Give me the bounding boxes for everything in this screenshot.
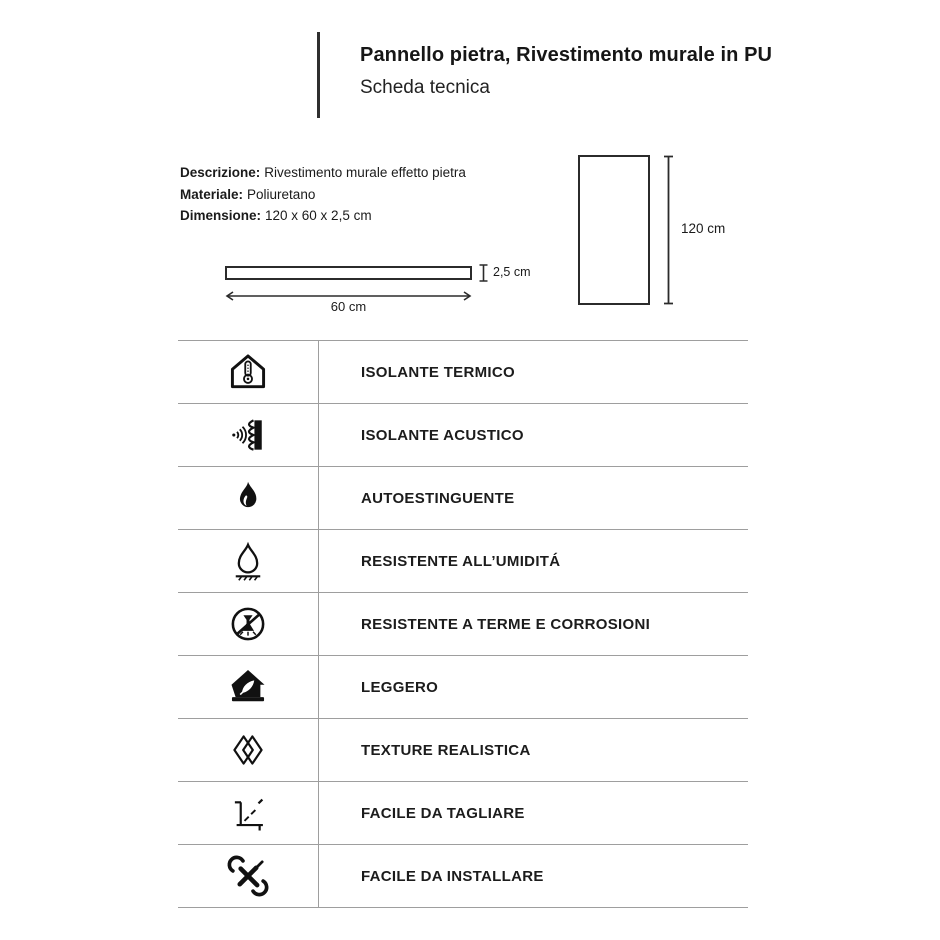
table-row: [178, 719, 748, 782]
page-subtitle: Scheda tecnica: [360, 77, 490, 98]
crop-cut-icon: [227, 791, 269, 835]
feature-label: FACILE DA TAGLIARE: [361, 804, 525, 822]
table-row: [178, 782, 748, 845]
height-label: 120 cm: [681, 221, 726, 236]
tools-icon: [226, 854, 270, 898]
spec-value: Poliuretano: [247, 186, 316, 202]
table-row: [178, 467, 748, 530]
icon-cell: [178, 404, 319, 466]
feature-label: ISOLANTE TERMICO: [361, 363, 515, 381]
feature-label: LEGGERO: [361, 678, 439, 696]
feature-label: TEXTURE REALISTICA: [361, 741, 531, 759]
spec-label: Materiale:: [180, 186, 244, 202]
width-label: 60 cm: [330, 299, 367, 314]
header-divider-line: [317, 32, 320, 118]
flame-icon: [228, 476, 268, 520]
features-table: [178, 340, 748, 908]
spec-value: 120 x 60 x 2,5 cm: [265, 208, 372, 223]
panel-side-view: [225, 266, 472, 280]
spec-line-materiale: [180, 184, 466, 206]
spec-list: [180, 162, 466, 227]
icon-cell: [178, 593, 319, 655]
icon-cell: [178, 719, 319, 781]
icon-cell: [178, 656, 319, 718]
spec-value: Rivestimento murale effetto pietra: [264, 165, 466, 180]
feature-label: RESISTENTE A TERME E CORROSIONI: [361, 615, 651, 633]
height-measure-mark: [662, 155, 675, 305]
spec-line-descrizione: [180, 162, 466, 184]
icon-cell: [178, 530, 319, 592]
house-thermometer-icon: [226, 350, 270, 394]
page-title: Pannello pietra, Rivestimento murale in PU: [360, 44, 773, 66]
icon-cell: [178, 782, 319, 844]
house-feather-icon: [225, 665, 271, 709]
feature-label: ISOLANTE ACUSTICO: [361, 426, 524, 444]
table-row: [178, 341, 748, 404]
spec-label: Descrizione:: [180, 165, 261, 180]
icon-cell: [178, 845, 319, 907]
thickness-label: 2,5 cm: [493, 265, 531, 279]
feature-label: FACILE DA INSTALLARE: [361, 867, 544, 885]
feature-label: RESISTENTE ALL’UMIDITÁ: [361, 552, 561, 570]
no-termites-icon: [226, 602, 270, 646]
table-row: [178, 656, 748, 719]
table-row: [178, 593, 748, 656]
water-drop-icon: [227, 538, 269, 584]
spec-line-dimensione: [180, 205, 466, 227]
spec-label: Dimensione:: [180, 208, 262, 223]
table-row: [178, 845, 748, 908]
icon-cell: [178, 467, 319, 529]
table-row: [178, 530, 748, 593]
thickness-measure-mark: [478, 263, 489, 283]
panel-front-view: [578, 155, 650, 305]
table-row: [178, 404, 748, 467]
diamond-texture-icon: [227, 728, 269, 772]
feature-label: AUTOESTINGUENTE: [361, 489, 515, 507]
icon-cell: [178, 341, 319, 403]
acoustic-insulation-icon: [226, 413, 270, 457]
